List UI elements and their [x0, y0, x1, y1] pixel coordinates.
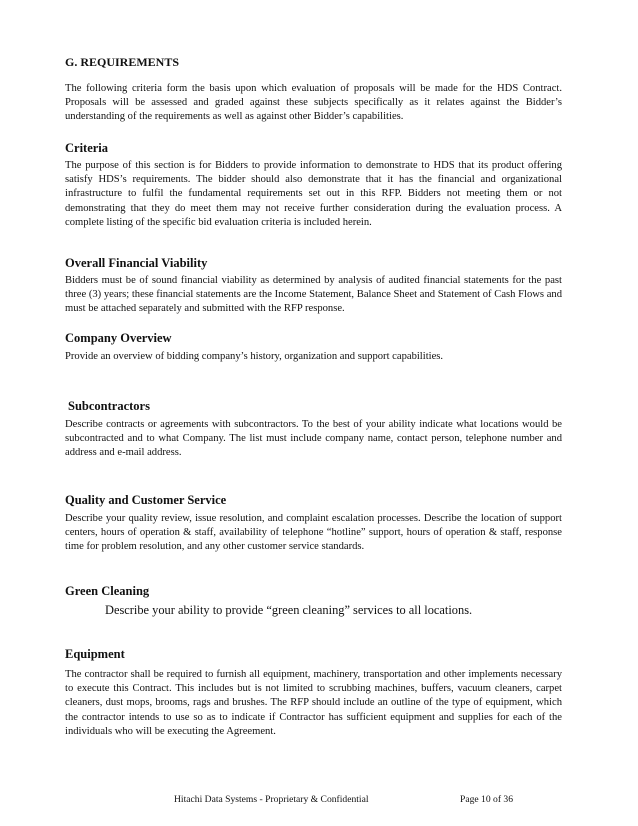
green-heading: Green Cleaning	[65, 584, 150, 598]
financial-body: Bidders must be of sound financial viability as determined by analysis of audited financial statements for the past three (3) years; these financial statements are the Income Statement, Balance Sheet and Statement of Cash Flows and must be attached separately and submitted with the RFP response.	[65, 275, 562, 315]
equipment-body: The contractor shall be required to furnish all equipment, machinery, transportation and other implements necessary to execute this Contract. This includes but is not limited to scrubbing machines, buffers, vacuum cleaners, carpet cleaners, dust mops, brooms, rags and brushes. The RFP should include an outline of the type of equipment, which the contractor intends to use so as to indicate if Contractor has sufficient equipment and supplies for each of the individuals who will be executing the Agreement.	[65, 669, 562, 737]
section-quality-service	[65, 493, 562, 555]
requirements-body: The following criteria form the basis upon which evaluation of proposals will be made for the HDS Contract. Proposals will be assessed and graded against these subjects specifically as it relates against the Bidder’s understanding of the requirements as well as against other Bidder’s capabilities.	[65, 83, 562, 123]
company-body: Provide an overview of bidding company’s history, organization and support capabilities.	[65, 351, 444, 362]
section-green-cleaning	[65, 584, 562, 618]
section-requirements	[65, 55, 562, 125]
requirements-heading: G. REQUIREMENTS	[65, 55, 180, 69]
green-body: Describe your ability to provide “green cleaning” services to all locations.	[105, 603, 473, 617]
section-subcontractors	[65, 399, 562, 461]
subcontractors-heading: Subcontractors	[68, 399, 150, 413]
footer-confidential: Hitachi Data Systems - Proprietary & Confidential	[174, 794, 369, 805]
section-criteria	[65, 141, 562, 230]
company-heading: Company Overview	[65, 331, 172, 345]
quality-heading: Quality and Customer Service	[65, 493, 227, 507]
section-financial-viability	[65, 256, 562, 317]
equipment-heading: Equipment	[65, 647, 125, 661]
subcontractors-body: Describe contracts or agreements with subcontractors. To the best of your ability indicate what locations would be subcontracted and to what Company. The list must include company name, contact person, telephone number and address and e-mail address.	[65, 419, 562, 459]
footer-page-number: Page 10 of 36	[460, 794, 514, 805]
criteria-heading: Criteria	[65, 141, 109, 155]
financial-heading: Overall Financial Viability	[65, 256, 208, 270]
criteria-body: The purpose of this section is for Bidders to provide information to demonstrate to HDS that its product offering satisfy HDS’s requirements. The bidder should also demonstrate that it has the financial and organizational infrastructure to fulfil the fundamental requirements set out in this RFP. Bidders not meeting them or not demonstrating that they do meet them may not receive further consideration during the evaluation process. A complete listing of the specific bid evaluation criteria is included herein.	[65, 160, 562, 228]
section-equipment	[65, 647, 562, 739]
section-company-overview	[65, 331, 562, 364]
quality-body: Describe your quality review, issue resolution, and complaint escalation processes. Describe the location of support centers, hours of operation & staff, availability of telephone “hotline” support, hours of operation & staff, response time for problem resolution, and any other customer service standards.	[65, 513, 562, 553]
